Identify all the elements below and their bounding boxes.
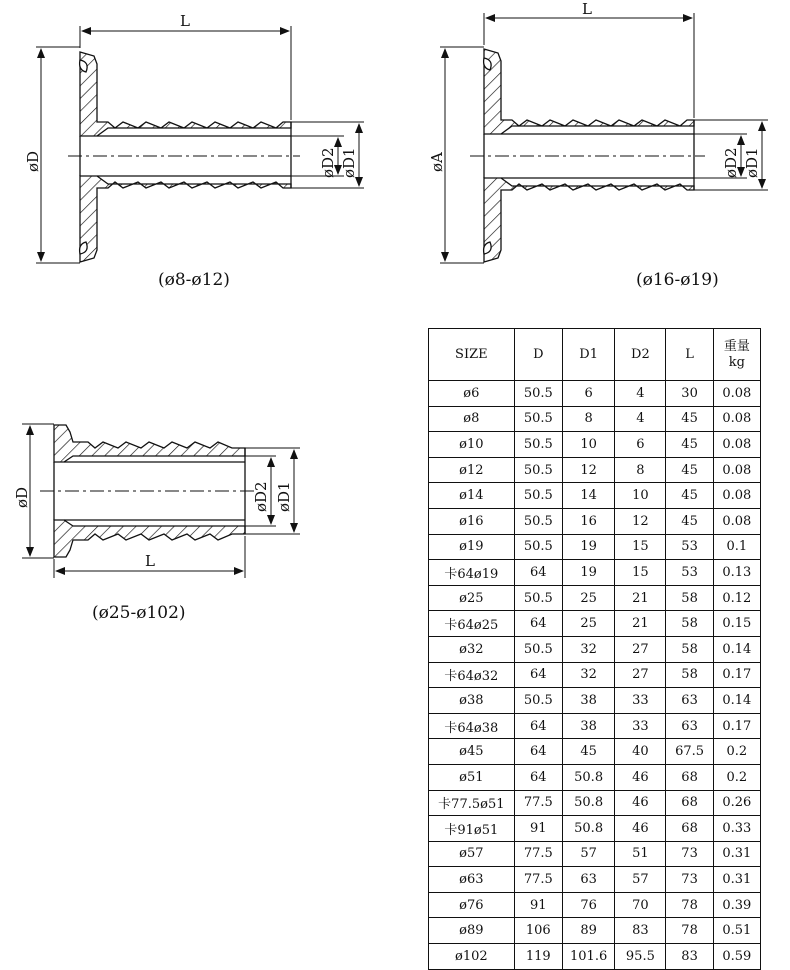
cell-weight: 0.08 xyxy=(713,406,760,432)
cell-d1: 50.8 xyxy=(562,790,614,816)
cell-size: 卡77.5ø51 xyxy=(429,790,515,816)
cell-l: 83 xyxy=(666,944,713,970)
cell-d2: 21 xyxy=(615,611,666,637)
cell-d: 50.5 xyxy=(514,432,562,458)
table-row xyxy=(429,841,761,867)
cell-d1: 6 xyxy=(562,381,614,407)
cell-l: 68 xyxy=(666,790,713,816)
cell-d: 91 xyxy=(514,816,562,842)
cell-d2: 33 xyxy=(615,688,666,714)
cell-size: ø16 xyxy=(429,508,515,534)
cell-d: 77.5 xyxy=(514,790,562,816)
cell-weight: 0.39 xyxy=(713,892,760,918)
cell-d: 91 xyxy=(514,892,562,918)
cell-l: 58 xyxy=(666,662,713,688)
cell-d: 64 xyxy=(514,713,562,739)
cell-weight: 0.15 xyxy=(713,611,760,637)
cell-d1: 50.8 xyxy=(562,764,614,790)
cell-l: 58 xyxy=(666,636,713,662)
cell-d: 64 xyxy=(514,739,562,765)
fig3-section-upper xyxy=(54,425,245,462)
table-row xyxy=(429,457,761,483)
spec-table-body xyxy=(429,381,761,970)
cell-d: 50.5 xyxy=(514,406,562,432)
cell-size: ø38 xyxy=(429,688,515,714)
table-row xyxy=(429,764,761,790)
cell-size: ø89 xyxy=(429,918,515,944)
fig2-section-lower xyxy=(484,178,694,262)
table-row xyxy=(429,636,761,662)
cell-size: ø12 xyxy=(429,457,515,483)
fig2-label-L: L xyxy=(582,0,592,18)
cell-size: ø102 xyxy=(429,944,515,970)
table-row xyxy=(429,534,761,560)
table-row xyxy=(429,560,761,586)
cell-size: ø45 xyxy=(429,739,515,765)
cell-d2: 46 xyxy=(615,790,666,816)
header-l: L xyxy=(666,329,713,381)
cell-l: 63 xyxy=(666,688,713,714)
cell-d1: 19 xyxy=(562,534,614,560)
cell-d1: 38 xyxy=(562,688,614,714)
cell-size: 卡91ø51 xyxy=(429,816,515,842)
cell-weight: 0.14 xyxy=(713,636,760,662)
fig1-section-lower xyxy=(80,176,291,262)
cell-l: 68 xyxy=(666,764,713,790)
cell-d1: 76 xyxy=(562,892,614,918)
fig1-label-D2: øD2 xyxy=(319,147,337,178)
cell-d1: 57 xyxy=(562,841,614,867)
cell-d1: 63 xyxy=(562,867,614,893)
cell-size: 卡64ø19 xyxy=(429,560,515,586)
table-row xyxy=(429,944,761,970)
table-row xyxy=(429,892,761,918)
cell-l: 73 xyxy=(666,867,713,893)
fig2-label-D2: øD2 xyxy=(722,147,740,178)
cell-size: ø19 xyxy=(429,534,515,560)
spec-table xyxy=(428,328,761,970)
cell-d2: 40 xyxy=(615,739,666,765)
fig2-label-A: øA xyxy=(428,152,446,172)
cell-d: 106 xyxy=(514,918,562,944)
cell-d2: 8 xyxy=(615,457,666,483)
cell-d: 64 xyxy=(514,662,562,688)
cell-size: ø6 xyxy=(429,381,515,407)
cell-weight: 0.08 xyxy=(713,432,760,458)
fig2-section-upper xyxy=(484,49,694,134)
cell-weight: 0.08 xyxy=(713,483,760,509)
cell-weight: 0.26 xyxy=(713,790,760,816)
cell-weight: 0.31 xyxy=(713,841,760,867)
cell-d: 64 xyxy=(514,611,562,637)
cell-d2: 33 xyxy=(615,713,666,739)
cell-d: 64 xyxy=(514,764,562,790)
cell-d1: 16 xyxy=(562,508,614,534)
cell-size: ø8 xyxy=(429,406,515,432)
header-size: SIZE xyxy=(429,329,515,381)
cell-weight: 0.13 xyxy=(713,560,760,586)
cell-size: ø76 xyxy=(429,892,515,918)
header-weight xyxy=(713,329,760,381)
cell-d: 50.5 xyxy=(514,457,562,483)
cell-weight: 0.2 xyxy=(713,739,760,765)
table-row xyxy=(429,688,761,714)
table-row xyxy=(429,611,761,637)
cell-d1: 25 xyxy=(562,611,614,637)
cell-size: ø32 xyxy=(429,636,515,662)
cell-l: 58 xyxy=(666,611,713,637)
cell-l: 67.5 xyxy=(666,739,713,765)
cell-d1: 25 xyxy=(562,585,614,611)
cell-weight: 0.08 xyxy=(713,457,760,483)
table-row xyxy=(429,867,761,893)
fig3-label-D2: øD2 xyxy=(252,481,270,512)
fig1-label-L: L xyxy=(180,12,190,30)
cell-d1: 12 xyxy=(562,457,614,483)
cell-d2: 95.5 xyxy=(615,944,666,970)
cell-l: 68 xyxy=(666,816,713,842)
table-row xyxy=(429,432,761,458)
cell-size: ø63 xyxy=(429,867,515,893)
cell-l: 53 xyxy=(666,534,713,560)
cell-size: ø25 xyxy=(429,585,515,611)
cell-l: 45 xyxy=(666,483,713,509)
table-header-row xyxy=(429,329,761,381)
fig1-section-upper xyxy=(80,52,291,136)
cell-d: 77.5 xyxy=(514,841,562,867)
cell-d2: 10 xyxy=(615,483,666,509)
cell-weight: 0.08 xyxy=(713,508,760,534)
cell-d: 77.5 xyxy=(514,867,562,893)
cell-size: ø51 xyxy=(429,764,515,790)
figure-1-drawing xyxy=(36,26,364,263)
header-d2: D2 xyxy=(615,329,666,381)
cell-d1: 32 xyxy=(562,636,614,662)
table-row xyxy=(429,739,761,765)
fig1-label-D1: øD1 xyxy=(340,147,358,178)
cell-d1: 45 xyxy=(562,739,614,765)
cell-d2: 46 xyxy=(615,764,666,790)
cell-size: 卡64ø25 xyxy=(429,611,515,637)
table-row xyxy=(429,508,761,534)
cell-d1: 19 xyxy=(562,560,614,586)
figure-2-drawing xyxy=(440,13,768,263)
cell-size: ø57 xyxy=(429,841,515,867)
header-d: D xyxy=(514,329,562,381)
cell-weight: 0.2 xyxy=(713,764,760,790)
cell-l: 45 xyxy=(666,508,713,534)
cell-d: 50.5 xyxy=(514,534,562,560)
cell-l: 45 xyxy=(666,457,713,483)
cell-weight: 0.17 xyxy=(713,662,760,688)
cell-weight: 0.1 xyxy=(713,534,760,560)
table-row xyxy=(429,918,761,944)
cell-weight: 0.08 xyxy=(713,381,760,407)
cell-d1: 14 xyxy=(562,483,614,509)
cell-l: 78 xyxy=(666,918,713,944)
fig3-label-L: L xyxy=(145,552,155,570)
cell-weight: 0.51 xyxy=(713,918,760,944)
header-weight-unit: kg xyxy=(728,354,745,370)
cell-d: 50.5 xyxy=(514,688,562,714)
cell-l: 63 xyxy=(666,713,713,739)
cell-l: 53 xyxy=(666,560,713,586)
cell-d2: 46 xyxy=(615,816,666,842)
cell-d2: 4 xyxy=(615,406,666,432)
cell-d2: 27 xyxy=(615,636,666,662)
cell-d1: 32 xyxy=(562,662,614,688)
cell-d: 64 xyxy=(514,560,562,586)
cell-d2: 83 xyxy=(615,918,666,944)
table-row xyxy=(429,406,761,432)
table-row xyxy=(429,381,761,407)
cell-d1: 10 xyxy=(562,432,614,458)
fig1-caption: (ø8-ø12) xyxy=(158,270,230,290)
fig1-label-D: øD xyxy=(24,150,42,172)
cell-d2: 70 xyxy=(615,892,666,918)
table-row xyxy=(429,585,761,611)
table-row xyxy=(429,790,761,816)
cell-l: 58 xyxy=(666,585,713,611)
cell-l: 30 xyxy=(666,381,713,407)
cell-d1: 38 xyxy=(562,713,614,739)
cell-l: 45 xyxy=(666,432,713,458)
fig2-caption: (ø16-ø19) xyxy=(636,270,719,290)
cell-weight: 0.59 xyxy=(713,944,760,970)
table-row xyxy=(429,483,761,509)
cell-l: 73 xyxy=(666,841,713,867)
cell-size: 卡64ø38 xyxy=(429,713,515,739)
cell-l: 78 xyxy=(666,892,713,918)
fig3-label-D: øD xyxy=(13,486,31,508)
cell-d1: 8 xyxy=(562,406,614,432)
cell-weight: 0.33 xyxy=(713,816,760,842)
cell-d: 50.5 xyxy=(514,585,562,611)
header-d1: D1 xyxy=(562,329,614,381)
cell-d1: 101.6 xyxy=(562,944,614,970)
cell-d2: 51 xyxy=(615,841,666,867)
cell-d2: 15 xyxy=(615,560,666,586)
cell-d1: 89 xyxy=(562,918,614,944)
cell-d2: 15 xyxy=(615,534,666,560)
cell-d2: 27 xyxy=(615,662,666,688)
cell-d2: 4 xyxy=(615,381,666,407)
fig3-caption: (ø25-ø102) xyxy=(92,603,186,623)
cell-d: 50.5 xyxy=(514,636,562,662)
fig3-label-D1: øD1 xyxy=(275,481,293,512)
fig2-label-D1: øD1 xyxy=(743,147,761,178)
cell-d2: 21 xyxy=(615,585,666,611)
cell-d2: 57 xyxy=(615,867,666,893)
header-weight-label: 重量 xyxy=(723,338,750,354)
table-row xyxy=(429,816,761,842)
cell-d1: 50.8 xyxy=(562,816,614,842)
cell-d: 119 xyxy=(514,944,562,970)
cell-weight: 0.14 xyxy=(713,688,760,714)
cell-d: 50.5 xyxy=(514,483,562,509)
cell-d2: 12 xyxy=(615,508,666,534)
cell-d: 50.5 xyxy=(514,508,562,534)
cell-size: 卡64ø32 xyxy=(429,662,515,688)
cell-size: ø14 xyxy=(429,483,515,509)
cell-size: ø10 xyxy=(429,432,515,458)
cell-d2: 6 xyxy=(615,432,666,458)
cell-weight: 0.12 xyxy=(713,585,760,611)
table-row xyxy=(429,713,761,739)
cell-d: 50.5 xyxy=(514,381,562,407)
cell-weight: 0.17 xyxy=(713,713,760,739)
cell-l: 45 xyxy=(666,406,713,432)
cell-weight: 0.31 xyxy=(713,867,760,893)
table-row xyxy=(429,662,761,688)
